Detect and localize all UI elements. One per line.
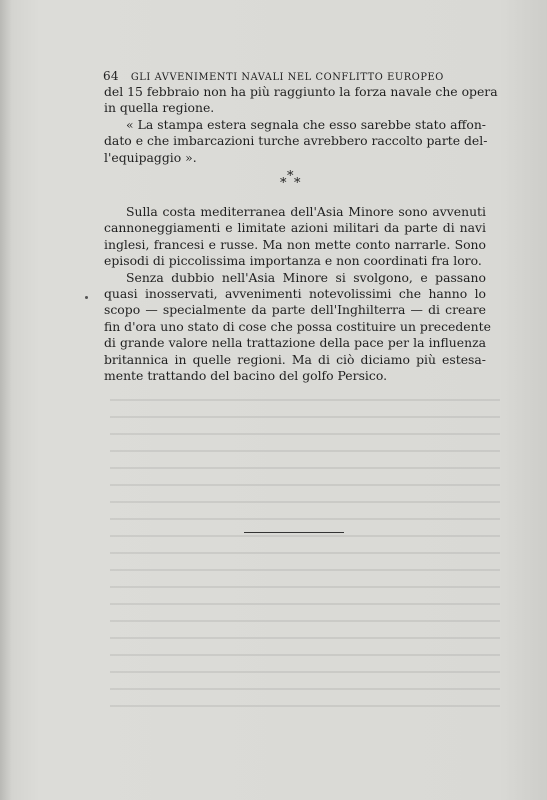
text-line: scopo — specialmente da parte dell'Inghilterra — di creare bbox=[104, 302, 486, 318]
asterism-star: * bbox=[294, 176, 301, 191]
text-block-main bbox=[104, 204, 491, 384]
text-line: dato e che imbarcazioni turche avrebbero raccolto parte del- bbox=[104, 133, 488, 149]
text-line: l'equipaggio ». bbox=[104, 149, 197, 165]
asterism-star: * bbox=[287, 169, 294, 184]
running-title: GLI AVVENIMENTI NAVALI NEL CONFLITTO EUROPEO bbox=[130, 72, 444, 83]
text-line: mente trattando del bacino del golfo Persico. bbox=[104, 368, 388, 384]
text-line: « La stampa estera segnala che esso sarebbe stato affon- bbox=[126, 116, 486, 132]
text-line: episodi di piccolissima importanza e non coordinati fra loro. bbox=[104, 253, 482, 269]
text-block-top bbox=[104, 84, 498, 166]
section-asterism bbox=[276, 169, 306, 192]
text-line: Senza dubbio nell'Asia Minore si svolgono, e passano bbox=[126, 269, 486, 285]
end-rule bbox=[244, 532, 344, 533]
text-line: cannoneggiamenti e limitate azioni militari da parte di navi bbox=[104, 220, 486, 236]
page-number: 64 bbox=[103, 69, 119, 83]
text-line: Sulla costa mediterranea dell'Asia Minore sono avvenuti bbox=[126, 204, 486, 219]
text-line: in quella regione. bbox=[104, 100, 215, 116]
paper-speck bbox=[85, 296, 88, 299]
text-line: inglesi, francesi e russe. Ma non mette conto narrarle. Sono bbox=[104, 236, 486, 252]
text-line: del 15 febbraio non ha più raggiunto la forza navale che opera bbox=[104, 84, 498, 99]
asterism-star: * bbox=[280, 176, 287, 191]
running-header bbox=[103, 69, 483, 83]
text-line: quasi inosservati, avvenimenti notevolissimi che hanno lo bbox=[104, 286, 486, 302]
text-line: di grande valore nella trattazione della pace per la influenza bbox=[104, 335, 486, 351]
show-through-text bbox=[110, 390, 500, 720]
text-line: britannica in quelle regioni. Ma di ciò diciamo più estesa- bbox=[104, 351, 486, 367]
text-line: fin d'ora uno stato di cose che possa costituire un precedente bbox=[104, 318, 491, 334]
